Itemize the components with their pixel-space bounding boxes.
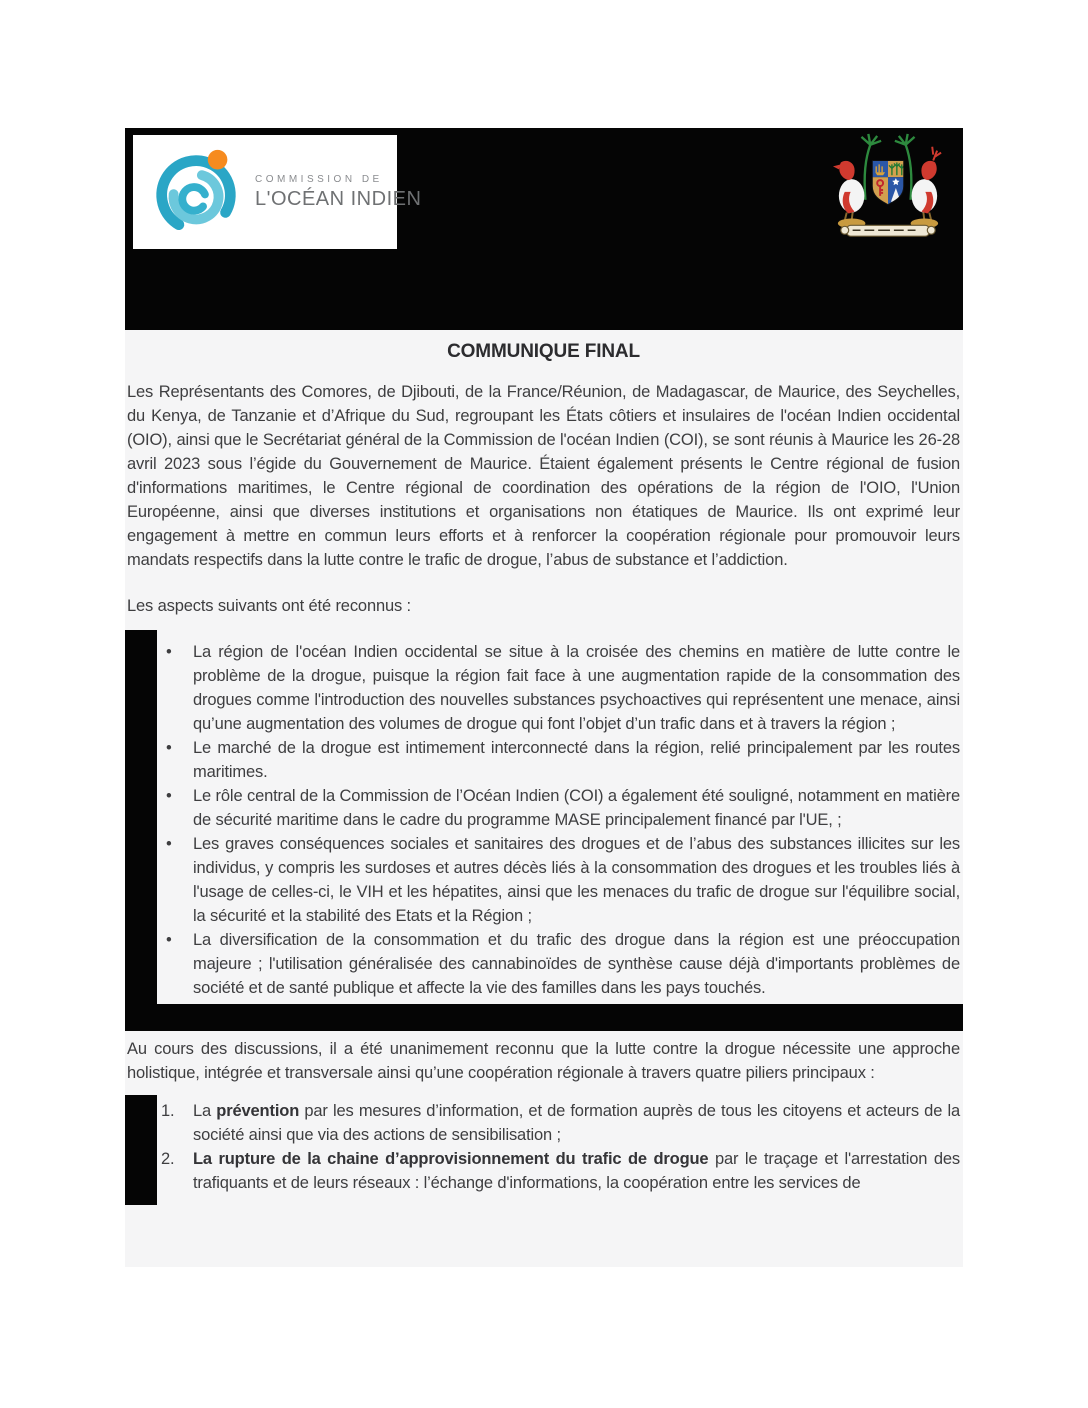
document-page xyxy=(125,128,963,1267)
pillars-lead: Au cours des discussions, il a été unanimement reconnu que la lutte contre la drogue nécessite une approche holistique, intégrée et transversale ainsi qu’une coopération régionale à travers quatre piliers principaux : xyxy=(127,1040,960,1082)
deer-supporter xyxy=(912,147,941,221)
bullet-list xyxy=(159,640,960,1000)
bullet-item: • Le rôle central de la Commission de l’Océan Indien (COI) a également été souligné, notamment en matière de sécurité maritime dans le cadre du programme MASE principalement financé par l'UE, ; xyxy=(159,784,960,832)
item-number: 1. xyxy=(161,1102,175,1120)
left-black-band xyxy=(125,1095,157,1205)
intro-paragraph: Les Représentants des Comores, de Djibouti, de la France/Réunion, de Madagascar, de Maurice, des Seychelles, du Kenya, de Tanzanie et d’Afrique du Sud, regroupant les États côtiers et insulaires de l'océan Indien occidental (OIO), ainsi que le Secrétariat général de la Commission de l'océan Indien (COI), se sont réunis à Maurice les 26-28 avril 2023 sous l’égide du Gouvernement de Maurice. Étaient également présents le Centre régional de fusion d'informations maritimes, le Centre régional de coordination des opérations de la région de l'OIO, l'Union Européenne, ainsi que diverses institutions et organisations non étatiques de Maurice. Ils ont exprimé leur engagement à mettre en commun leurs efforts et à renforcer la coopération régionale pour promouvoir leurs mandats respectifs dans la lutte contre le trafic de drogue, l’abus de substance et l’addiction. xyxy=(127,383,960,569)
coi-logo-line2: L'OCÉAN INDIEN xyxy=(255,187,422,210)
numbered-section xyxy=(127,1095,960,1205)
aspects-lead: Les aspects suivants ont été reconnus : xyxy=(127,597,411,615)
coi-logo-line1: COMMISSION DE xyxy=(255,173,383,185)
dodo-supporter xyxy=(833,161,864,221)
item-bold-text: prévention xyxy=(216,1102,300,1120)
black-divider-bar xyxy=(125,1004,963,1031)
header-banner xyxy=(125,128,963,330)
numbered-item xyxy=(159,1099,960,1147)
bullet-item: • Les graves conséquences sociales et sanitaires des drogues et de l’abus des substances illicites sur les individus, y compris les surdoses et autres décès liés à la consommation des drogues et les troubles liés à l'usage de celles-ci, le VIH et les hépatites, ainsi que les menaces du trafic de drogue sur l'équilibre social, la sécurité et la stabilité des Etats et la Région ; xyxy=(159,832,960,928)
bullet-section xyxy=(127,630,960,1004)
page-title: COMMUNIQUE FINAL xyxy=(447,341,640,362)
coi-logo-text xyxy=(255,174,421,211)
item-number: 2. xyxy=(161,1150,175,1168)
coi-swirl-logo-icon xyxy=(147,143,245,241)
item-bold-text: La rupture de la chaine d’approvisionnement du trafic de drogue xyxy=(193,1150,709,1168)
bullet-item: • La région de l'océan Indien occidental se situe à la croisée des chemins en matière de lutte contre le problème de la drogue, puisque la région fait face à une augmentation rapide de la consommation des drogues comme l'introduction des nouvelles substances psychoactives qui représentent une menace, ainsi qu’une augmentation des volumes de drogue qui font l’objet d’un trafic dans et à travers la région ; xyxy=(159,640,960,736)
numbered-item xyxy=(159,1147,960,1195)
item-text: La xyxy=(193,1102,217,1120)
mauritius-coat-of-arms-icon xyxy=(819,131,957,245)
document-content xyxy=(125,339,963,1205)
bullet-item: • La diversification de la consommation et du trafic des drogue dans la région est une préoccupation majeure ; l'utilisation généralisée des cannabinoïdes de synthèse cause déjà d'importants problèmes de société et de santé publique et affecte la vie des familles dans les pays touchés. xyxy=(159,928,960,1000)
item-text: par les mesures d’information, et de formation auprès de tous les citoyens et acteurs de la société ainsi que via des actions de sensibilisation ; xyxy=(193,1102,960,1144)
numbered-list xyxy=(159,1099,960,1195)
coi-logo xyxy=(133,135,422,249)
left-black-band xyxy=(125,630,157,1004)
bullet-item: • Le marché de la drogue est intimement interconnecté dans la région, relié principalement par les routes maritimes. xyxy=(159,736,960,784)
item-text: par le traçage et l'arrestation des trafiquants et de leurs réseaux : l’échange d'informations, la coopération entre les services de xyxy=(193,1150,960,1192)
